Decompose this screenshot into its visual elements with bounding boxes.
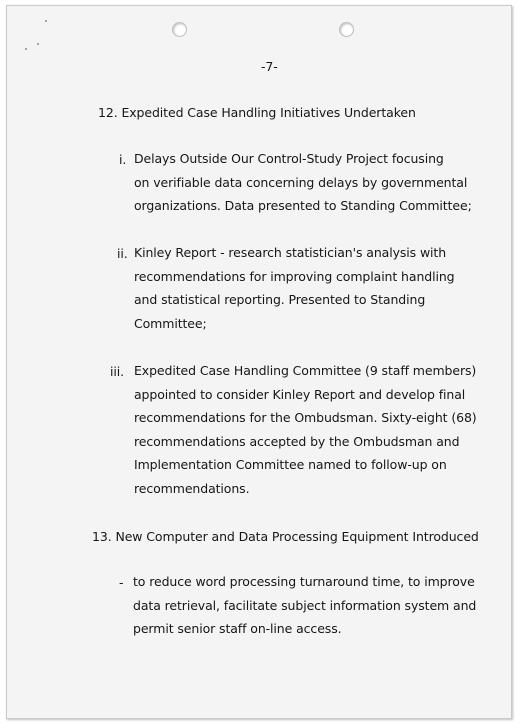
text-line: Expedited Case Handling Committee (9 staff members) [134, 363, 477, 378]
paper-speck [37, 43, 39, 45]
text-line: Kinley Report - research statistician's analysis with [134, 245, 447, 260]
subitem-ii-text [134, 241, 455, 335]
text-line: recommendations accepted by the Ombudsman and [134, 433, 460, 449]
punch-hole-left [172, 22, 187, 37]
subitem-i-marker: i. [119, 152, 127, 167]
punch-hole-right [339, 22, 354, 37]
subitem-iii-text [134, 359, 477, 500]
text-line: data retrieval, facilitate subject information system and [133, 597, 477, 613]
paper-speck [25, 48, 27, 50]
text-line: Delays Outside Our Control-Study Project focusing [134, 151, 444, 166]
text-line: permit senior staff on-line access. [133, 621, 342, 636]
paper-speck [45, 20, 47, 22]
bullet-dash: - [119, 575, 124, 590]
text-line: to reduce word processing turnaround time, to improve [133, 574, 475, 589]
text-line: Committee; [134, 315, 207, 331]
page-number: -7- [261, 59, 278, 74]
section-13-text [133, 570, 476, 641]
text-line: recommendations for improving complaint handling [134, 268, 455, 284]
text-line: organizations. Data presented to Standing Committee; [134, 198, 472, 213]
subitem-ii-marker: ii. [117, 246, 128, 261]
text-line: Implementation Committee named to follow-up on [134, 457, 447, 472]
subitem-i-text [134, 147, 472, 218]
section-12-heading: 12. Expedited Case Handling Initiatives Undertaken [98, 105, 416, 120]
text-line: and statistical reporting. Presented to Standing [134, 292, 426, 307]
text-line: recommendations for the Ombudsman. Sixty-eight (68) [134, 410, 477, 425]
text-line: recommendations. [134, 480, 250, 496]
section-13-heading: 13. New Computer and Data Processing Equipment Introduced [92, 529, 479, 544]
subitem-iii-marker: iii. [110, 364, 124, 379]
document-page [6, 5, 512, 719]
text-line: appointed to consider Kinley Report and develop final [134, 386, 466, 402]
text-line: on verifiable data concerning delays by governmental [134, 174, 468, 190]
